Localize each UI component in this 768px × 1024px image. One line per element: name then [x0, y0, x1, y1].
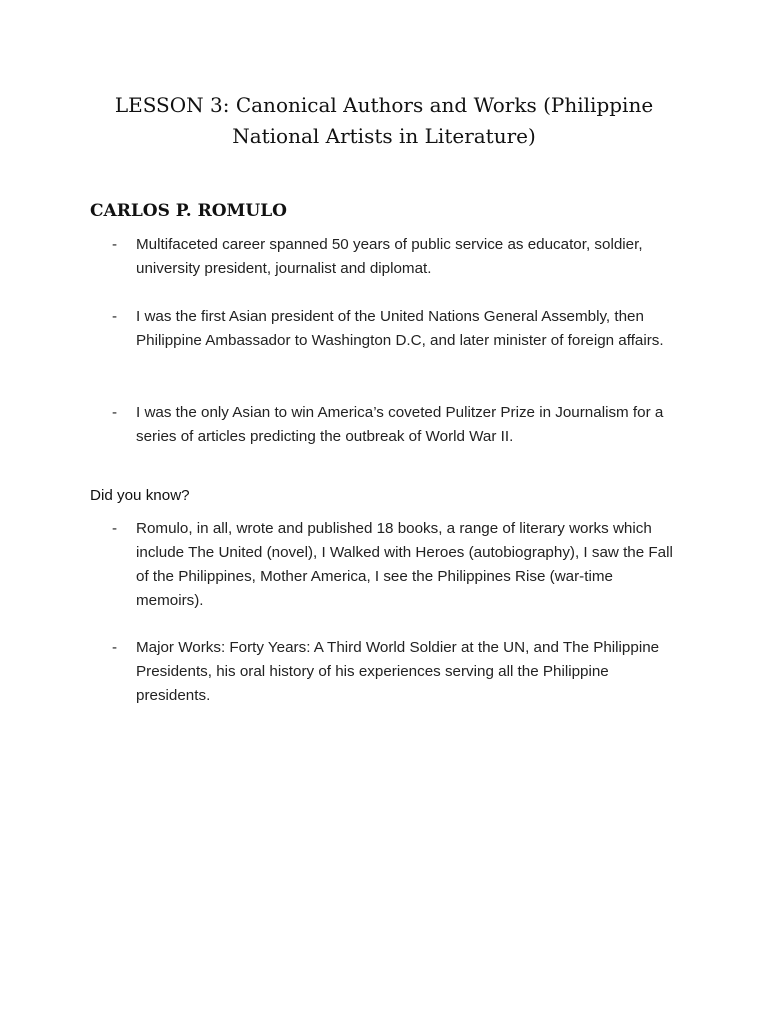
bullet-marker: -	[112, 236, 118, 253]
author-heading: CARLOS P. ROMULO	[90, 201, 287, 221]
lesson-title	[90, 90, 678, 152]
did-you-know-bullet-2	[112, 636, 682, 708]
lesson-title-line-2: National Artists in Literature)	[232, 124, 536, 148]
bullet-marker: -	[112, 404, 118, 421]
bullet-text: I was the first Asian president of the United Nations General Assembly, then Philippine Ambassador to Washington D.C, and later minister of foreign affairs.	[136, 308, 664, 349]
bullet-text: I was the only Asian to win America’s coveted Pulitzer Prize in Journalism for a series of articles predicting the outbreak of World War II.	[136, 404, 664, 445]
bullet-text: Major Works: Forty Years: A Third World Soldier at the UN, and The Philippine Presidents, his oral history of his experiences serving all the Philippine presidents.	[136, 639, 660, 704]
bullet-marker: -	[112, 520, 118, 537]
bullet-text: Multifaceted career spanned 50 years of public service as educator, soldier, university president, journalist and diplomat.	[136, 236, 643, 277]
bullet-marker: -	[112, 639, 118, 656]
bullet-text: Romulo, in all, wrote and published 18 books, a range of literary works which include The United (novel), I Walked with Heroes (autobiography), I saw the Fall of the Philippines, Mother America, I see the Philippines Rise (war-time memoirs).	[136, 520, 673, 609]
bullet-marker: -	[112, 308, 118, 325]
did-you-know-bullet-1	[112, 517, 682, 613]
author-bullet-1	[112, 233, 682, 281]
author-bullet-2	[112, 305, 682, 353]
did-you-know-heading: Did you know?	[90, 487, 190, 504]
lesson-title-line-1: LESSON 3: Canonical Authors and Works (Philippine	[114, 93, 654, 117]
author-bullet-3	[112, 401, 682, 449]
